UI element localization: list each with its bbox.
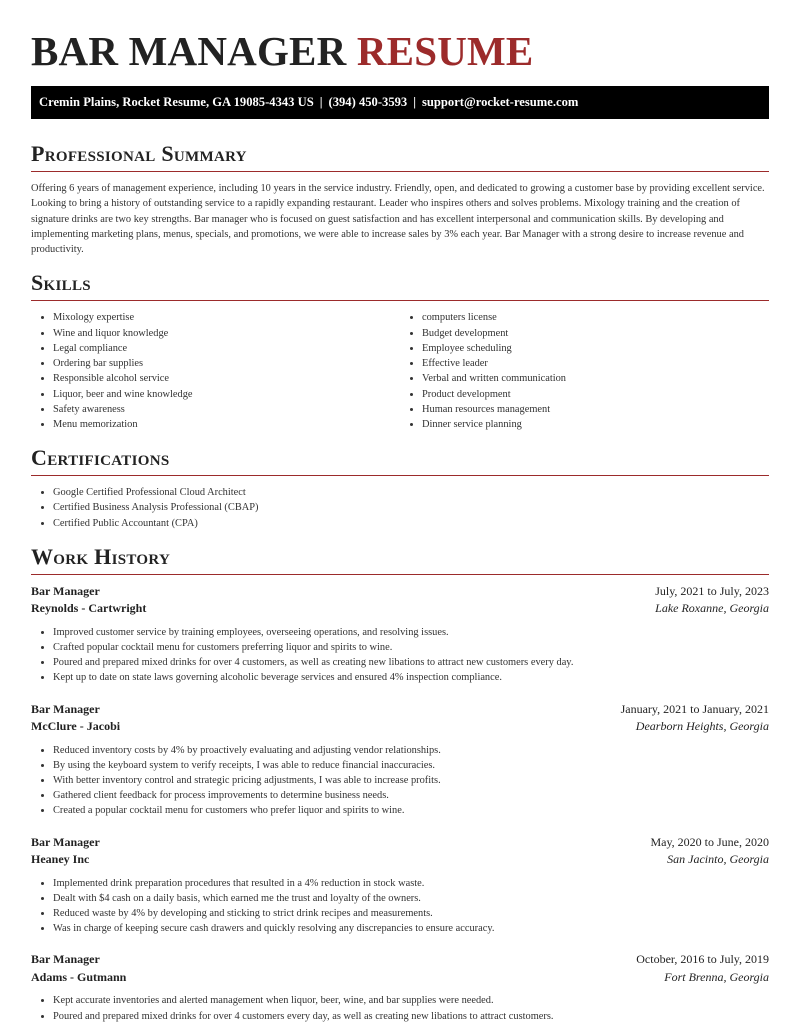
skill-item: • Legal compliance — [53, 341, 400, 356]
job-company: Reynolds - Cartwright — [31, 601, 147, 616]
skill-item: • computers license — [422, 310, 769, 325]
work-history-heading: Work History — [31, 544, 769, 575]
job-bullet: • Kept up to date on state laws governing alcoholic beverage services and ensured 4% inspection compliance. — [53, 670, 769, 685]
job-company: Heaney Inc — [31, 852, 90, 867]
job-entry — [31, 951, 769, 1023]
job-bullet: • Implemented drink preparation procedures that resulted in a 4% reduction in stock waste. — [53, 876, 769, 891]
skill-item: • Liquor, beer and wine knowledge — [53, 387, 400, 402]
job-header-row — [31, 701, 769, 719]
job-title: Bar Manager — [31, 834, 100, 849]
job-title: Bar Manager — [31, 583, 100, 598]
certifications-section — [31, 445, 769, 531]
job-bullet: • Kept accurate inventories and alerted management when liquor, beer, wine, and bar supplies were needed. — [53, 993, 769, 1008]
certification-item: • Certified Public Accountant (CPA) — [53, 516, 769, 531]
job-bullet: • Dealt with $4 cash on a daily basis, which earned me the trust and loyalty of the owners. — [53, 891, 769, 906]
skill-item: • Responsible alcohol service — [53, 371, 400, 386]
title-main: BAR MANAGER — [31, 28, 347, 74]
job-bullets — [31, 625, 769, 686]
skill-item: • Product development — [422, 387, 769, 402]
job-subheader-row — [31, 600, 769, 618]
summary-heading: Professional Summary — [31, 141, 769, 172]
job-header-row — [31, 834, 769, 852]
job-location: Fort Brenna, Georgia — [664, 969, 769, 984]
job-entry — [31, 834, 769, 937]
job-subheader-row — [31, 718, 769, 736]
job-bullet: • Created a popular cocktail menu for customers who prefer liquor and spirits to wine. — [53, 803, 769, 818]
job-title: Bar Manager — [31, 952, 100, 967]
skill-item: • Mixology expertise — [53, 310, 400, 325]
job-bullet: • Poured and prepared mixed drinks for over 4 customers, as well as creating new libations to attract new customers every day. — [53, 655, 769, 670]
contact-phone: (394) 450-3593 — [328, 95, 408, 109]
contact-address: Cremin Plains, Rocket Resume, GA 19085-4343 US — [39, 95, 314, 109]
job-dates: July, 2021 to July, 2023 — [655, 583, 769, 598]
contact-bar — [31, 86, 769, 119]
contact-email[interactable]: support@rocket-resume.com — [422, 95, 579, 109]
skill-item: • Wine and liquor knowledge — [53, 326, 400, 341]
job-subheader-row — [31, 969, 769, 987]
job-bullets — [31, 993, 769, 1023]
job-bullet: • By using the keyboard system to verify receipts, I was able to reduce financial inaccuracies. — [53, 758, 769, 773]
skill-item: • Employee scheduling — [422, 341, 769, 356]
job-bullet: • Gathered client feedback for process improvements to determine business needs. — [53, 788, 769, 803]
certification-item: • Google Certified Professional Cloud Architect — [53, 485, 769, 500]
job-entry — [31, 701, 769, 819]
job-bullet: • With better inventory control and strategic pricing adjustments, I was able to increase profits. — [53, 773, 769, 788]
skills-left-list — [31, 310, 400, 432]
certification-item: • Certified Business Analysis Professional (CBAP) — [53, 500, 769, 515]
job-bullet: • Crafted popular cocktail menu for customers preferring liquor and spirits to wine. — [53, 640, 769, 655]
skill-item: • Menu memorization — [53, 417, 400, 432]
contact-separator: | — [319, 95, 323, 109]
summary-section — [31, 141, 769, 257]
job-location: Dearborn Heights, Georgia — [635, 719, 769, 734]
job-dates: May, 2020 to June, 2020 — [650, 834, 769, 849]
job-bullet: • Was in charge of keeping secure cash drawers and quickly resolving any discrepancies to ensure accuracy. — [53, 921, 769, 936]
work-history-section — [31, 544, 769, 1024]
job-entry — [31, 583, 769, 686]
skills-heading: Skills — [31, 270, 769, 301]
skills-right-list — [400, 310, 769, 432]
certifications-heading: Certifications — [31, 445, 769, 476]
job-dates: October, 2016 to July, 2019 — [636, 952, 769, 967]
skill-item: • Effective leader — [422, 356, 769, 371]
skill-item: • Human resources management — [422, 402, 769, 417]
job-bullet: • Improved customer service by training employees, overseeing operations, and resolving issues. — [53, 625, 769, 640]
job-location: Lake Roxanne, Georgia — [655, 601, 769, 616]
job-subheader-row — [31, 851, 769, 869]
skills-columns — [31, 310, 769, 432]
skills-section — [31, 270, 769, 432]
job-bullet: • Poured and prepared mixed drinks for over 4 customers every day, as well as creating new libations to attract customers. — [53, 1009, 769, 1024]
skill-item: • Verbal and written communication — [422, 371, 769, 386]
job-company: Adams - Gutmann — [31, 969, 127, 984]
certifications-list — [31, 485, 769, 531]
skill-item: • Safety awareness — [53, 402, 400, 417]
contact-separator: | — [413, 95, 416, 109]
resume-title — [31, 0, 769, 74]
job-header-row — [31, 951, 769, 969]
job-title: Bar Manager — [31, 701, 100, 716]
skill-item: • Budget development — [422, 326, 769, 341]
job-bullet: • Reduced inventory costs by 4% by proactively evaluating and adjusting vendor relationships. — [53, 743, 769, 758]
job-bullets — [31, 876, 769, 937]
job-location: San Jacinto, Georgia — [667, 852, 769, 867]
job-header-row — [31, 583, 769, 601]
skill-item: • Ordering bar supplies — [53, 356, 400, 371]
job-bullet: • Reduced waste by 4% by developing and sticking to strict drink recipes and measurements. — [53, 906, 769, 921]
summary-text: Offering 6 years of management experience, including 10 years in the service industry. Friendly, open, and dedicated to growing a customer base by providing excellent service. Looking to bring a history of outstanding service to a rapidly expanding restaurant. Leader who inspires others and solves problems. Mixology training and the creation of signature drinks are two key strengths. Bar manager who is focused on guest satisfaction and has excellent interpersonal and communication skills. By developing and implementing marketing plans, menus, specials, and promotions, we were able to increase sales by 3% each year. Bar Manager with a strong desire to increase revenue and productivity. — [31, 183, 765, 256]
title-accent: RESUME — [356, 28, 534, 74]
job-company: McClure - Jacobi — [31, 719, 121, 734]
job-dates: January, 2021 to January, 2021 — [620, 701, 769, 716]
job-bullets — [31, 743, 769, 819]
skill-item: • Dinner service planning — [422, 417, 769, 432]
